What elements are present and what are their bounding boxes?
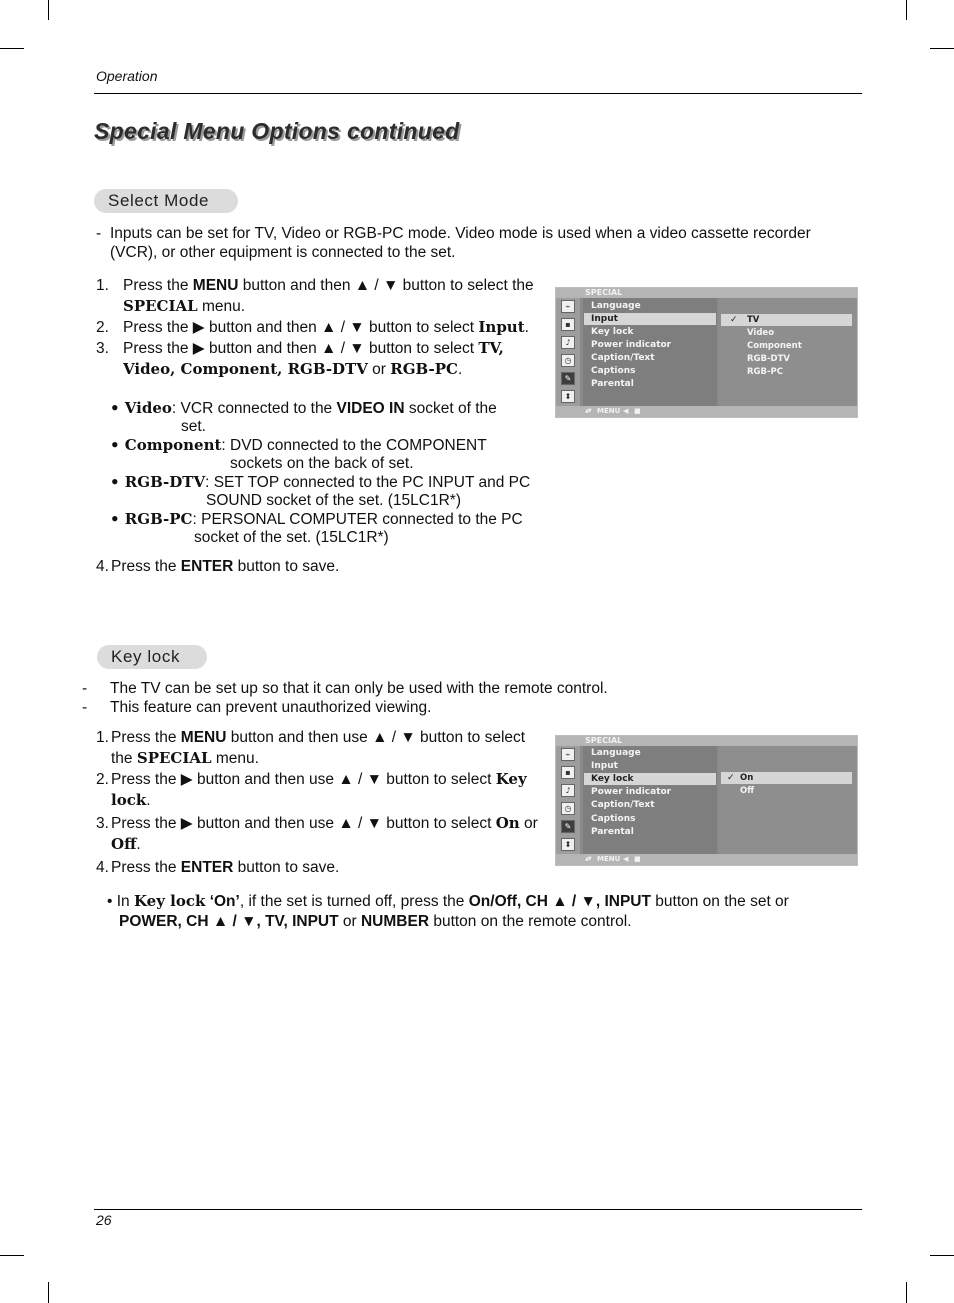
step-text: Press the (111, 729, 181, 746)
step-number: 2. (96, 319, 109, 336)
step-text: . (146, 792, 151, 809)
antenna-icon: ⌁ (561, 748, 575, 761)
crop-mark (0, 1255, 24, 1256)
bullet-text: SOUND socket of the set. (15LC1R*) (206, 492, 461, 509)
osd-footer-label: MENU (597, 855, 621, 863)
osd-menu-item: Key lock (591, 774, 634, 784)
select-mode-step-4 (96, 556, 546, 577)
crop-mark (930, 48, 954, 49)
button-name: On/Off, CH ▲ / ▼, INPUT (468, 893, 651, 910)
menu-name: Key lock (133, 892, 206, 910)
menu-name: Input (478, 318, 525, 336)
option-name: On (495, 814, 520, 832)
select-mode-bullets (110, 399, 550, 547)
osd-menu-item: Caption/Text (591, 800, 655, 810)
step-3 (96, 338, 546, 380)
step-text: . (457, 361, 463, 378)
bullet-text: set. (181, 418, 206, 435)
button-name: MENU (180, 729, 227, 746)
button-name: ENTER (180, 859, 234, 876)
osd-menu-item: Language (591, 748, 641, 758)
bullet-rgb-pc (110, 510, 550, 547)
step-text: Press the (123, 277, 193, 294)
step-number: 1. (96, 277, 109, 294)
osd-footer-label: MENU (597, 407, 621, 415)
socket-name: VIDEO IN (336, 400, 405, 417)
bullet-term: • RGB-PC (110, 510, 193, 528)
updown-icon: ▲▼ (585, 856, 591, 862)
check-icon: ✓ (727, 773, 735, 783)
step-text: Press the (111, 558, 181, 575)
step-text: button and then ▲ / ▼ button to select the (238, 277, 534, 294)
antenna-icon: ⌁ (561, 300, 575, 313)
osd-option: TV (747, 315, 760, 325)
button-name: POWER, CH ▲ / ▼, TV, INPUT (119, 913, 339, 930)
osd-footer (556, 406, 857, 417)
note-text: , if the set is turned off, press the (239, 893, 469, 910)
step-text: Press the ▶ button and then ▲ / ▼ button to select (123, 340, 479, 357)
step-text: Press the ▶ button and then use ▲ / ▼ button to select (111, 815, 496, 832)
bullet-component (110, 436, 550, 473)
sound-icon: ♪ (561, 336, 575, 349)
updown-icon: ▲▼ (585, 408, 591, 414)
bullet-text: : DVD connected to the COMPONENT (221, 437, 487, 454)
bullet-text: socket of the (404, 400, 497, 417)
osd-selection-bar (721, 314, 852, 326)
step-text: Press the ▶ button and then use ▲ / ▼ button to select (111, 771, 496, 788)
select-mode-intro (96, 224, 866, 262)
button-name: ENTER (180, 558, 234, 575)
select-mode-steps (96, 275, 546, 380)
osd-option: Video (747, 328, 775, 338)
page-title: Special Menu Options continued (94, 118, 460, 144)
osd-key-lock-menu (555, 735, 858, 866)
crop-mark (0, 48, 24, 49)
osd-menu-item: Caption/Text (591, 353, 655, 363)
osd-menu-item: Input (591, 761, 618, 771)
step-text: button to save. (233, 558, 340, 575)
bullet-rgb-dtv (110, 473, 550, 510)
osd-menu-list (583, 298, 717, 408)
osd-option: On (740, 773, 754, 783)
step-text: menu. (211, 750, 259, 767)
page-number: 26 (96, 1212, 112, 1228)
bullet-video (110, 399, 550, 436)
osd-footer (556, 854, 857, 865)
step-number: 4. (96, 859, 109, 876)
note-text: • In (107, 893, 134, 910)
bullet-text: : SET TOP connected to the PC INPUT and PC (205, 474, 531, 491)
intro-text: Inputs can be set for TV, Video or RGB-PC mode. Video mode is used when a video cassette recorder (110, 225, 811, 242)
menu-name: SPECIAL (136, 749, 212, 767)
step-text: button to save. (233, 859, 340, 876)
step-1 (96, 275, 546, 317)
bullet-term: • Video (110, 399, 172, 417)
select-mode-heading: Select Mode (94, 189, 238, 213)
osd-input-menu (555, 287, 858, 418)
special-icon: ✎ (561, 372, 575, 385)
osd-option: RGB-DTV (747, 354, 790, 364)
osd-menu-item: Captions (591, 814, 636, 824)
step-text: Press the ▶ button and then ▲ / ▼ button to select (123, 319, 479, 336)
bullet-text: sockets on the back of set. (230, 455, 414, 472)
dash: - (82, 680, 88, 697)
step-4 (96, 857, 546, 878)
screen-icon: ⬍ (561, 838, 575, 851)
step-1 (96, 727, 546, 769)
intro-text: This feature can prevent unauthorized viewing. (110, 699, 432, 716)
check-icon: ✓ (730, 315, 738, 325)
osd-menu-item: Parental (591, 379, 634, 389)
intro-text: The TV can be set up so that it can only be used with the remote control. (110, 680, 608, 697)
note-text: button on the set or (650, 893, 789, 910)
osd-menu-item: Power indicator (591, 340, 672, 350)
step-text: or (519, 815, 538, 832)
osd-option: Off (740, 786, 755, 796)
osd-header (556, 736, 857, 746)
picture-icon: ▪ (561, 318, 575, 331)
step-number: 3. (96, 815, 109, 832)
crop-mark (906, 1282, 907, 1303)
key-lock-note (107, 891, 857, 932)
osd-header-label: SPECIAL (585, 736, 623, 745)
clock-icon: ◷ (561, 354, 575, 367)
crop-mark (906, 0, 907, 20)
special-icon: ✎ (561, 820, 575, 833)
bullet-text: : PERSONAL COMPUTER connected to the PC (192, 511, 523, 528)
step-text: Press the (111, 859, 181, 876)
osd-header-label: SPECIAL (585, 288, 623, 297)
step-text: . (136, 836, 141, 853)
left-arrow-icon: ◀ (623, 407, 629, 415)
picture-icon: ▪ (561, 766, 575, 779)
step-text: or (367, 361, 391, 378)
crop-mark (48, 1282, 49, 1303)
square-icon: ■ (634, 855, 641, 863)
option-name: Off (111, 835, 137, 853)
osd-icon-column (556, 298, 580, 408)
osd-option: RGB-PC (747, 367, 783, 377)
screen-icon: ⬍ (561, 390, 575, 403)
step-text: button and then use ▲ / ▼ button to select the (111, 729, 526, 767)
bullet-text: : VCR connected to the (171, 400, 337, 417)
osd-menu-item: Language (591, 301, 641, 311)
clock-icon: ◷ (561, 802, 575, 815)
menu-name: TV, Video, Component, RGB-DTV (123, 339, 504, 378)
step-number: 3. (96, 340, 109, 357)
option-name: ‘On’ (205, 893, 240, 910)
left-arrow-icon: ◀ (623, 855, 629, 863)
osd-menu-list (583, 746, 717, 856)
step-text: menu. (197, 298, 246, 315)
bullet-term: • Component (110, 436, 222, 454)
osd-menu-item: Captions (591, 366, 636, 376)
dash: - (82, 699, 88, 716)
osd-submenu (719, 298, 857, 408)
crop-mark (48, 0, 49, 20)
step-3 (96, 813, 546, 855)
osd-header (556, 288, 857, 298)
osd-submenu (719, 746, 857, 856)
step-number: 2. (96, 771, 109, 788)
osd-menu-item: Parental (591, 827, 634, 837)
button-name: NUMBER (360, 913, 430, 930)
header-rule (94, 93, 862, 94)
dash: - (96, 225, 102, 242)
osd-icon-column (556, 746, 580, 856)
key-lock-heading: Key lock (97, 645, 207, 669)
crop-mark (930, 1255, 954, 1256)
step-2 (96, 769, 546, 811)
menu-name: Key lock (111, 770, 527, 809)
step-text: . (524, 319, 529, 336)
note-text: or (338, 913, 361, 930)
button-name: MENU (192, 277, 239, 294)
intro-text: (VCR), or other equipment is connected to the set. (110, 244, 456, 261)
step-number: 1. (96, 729, 109, 746)
osd-menu-item: Key lock (591, 327, 634, 337)
osd-menu-item: Power indicator (591, 787, 672, 797)
square-icon: ■ (634, 407, 641, 415)
sound-icon: ♪ (561, 784, 575, 797)
step-2 (96, 317, 546, 338)
step-4 (96, 556, 546, 577)
section-label: Operation (96, 68, 158, 84)
menu-name: SPECIAL (123, 297, 198, 315)
menu-name: RGB-PC (390, 360, 458, 378)
footer-rule (94, 1209, 862, 1210)
key-lock-intro (82, 679, 866, 717)
note-text: button on the remote control. (429, 913, 632, 930)
key-lock-steps (96, 727, 546, 878)
bullet-text: socket of the set. (15LC1R*) (194, 529, 389, 546)
bullet-term: • RGB-DTV (110, 473, 206, 491)
osd-option: Component (747, 341, 802, 351)
osd-menu-item: Input (591, 314, 618, 324)
step-number: 4. (96, 558, 109, 575)
